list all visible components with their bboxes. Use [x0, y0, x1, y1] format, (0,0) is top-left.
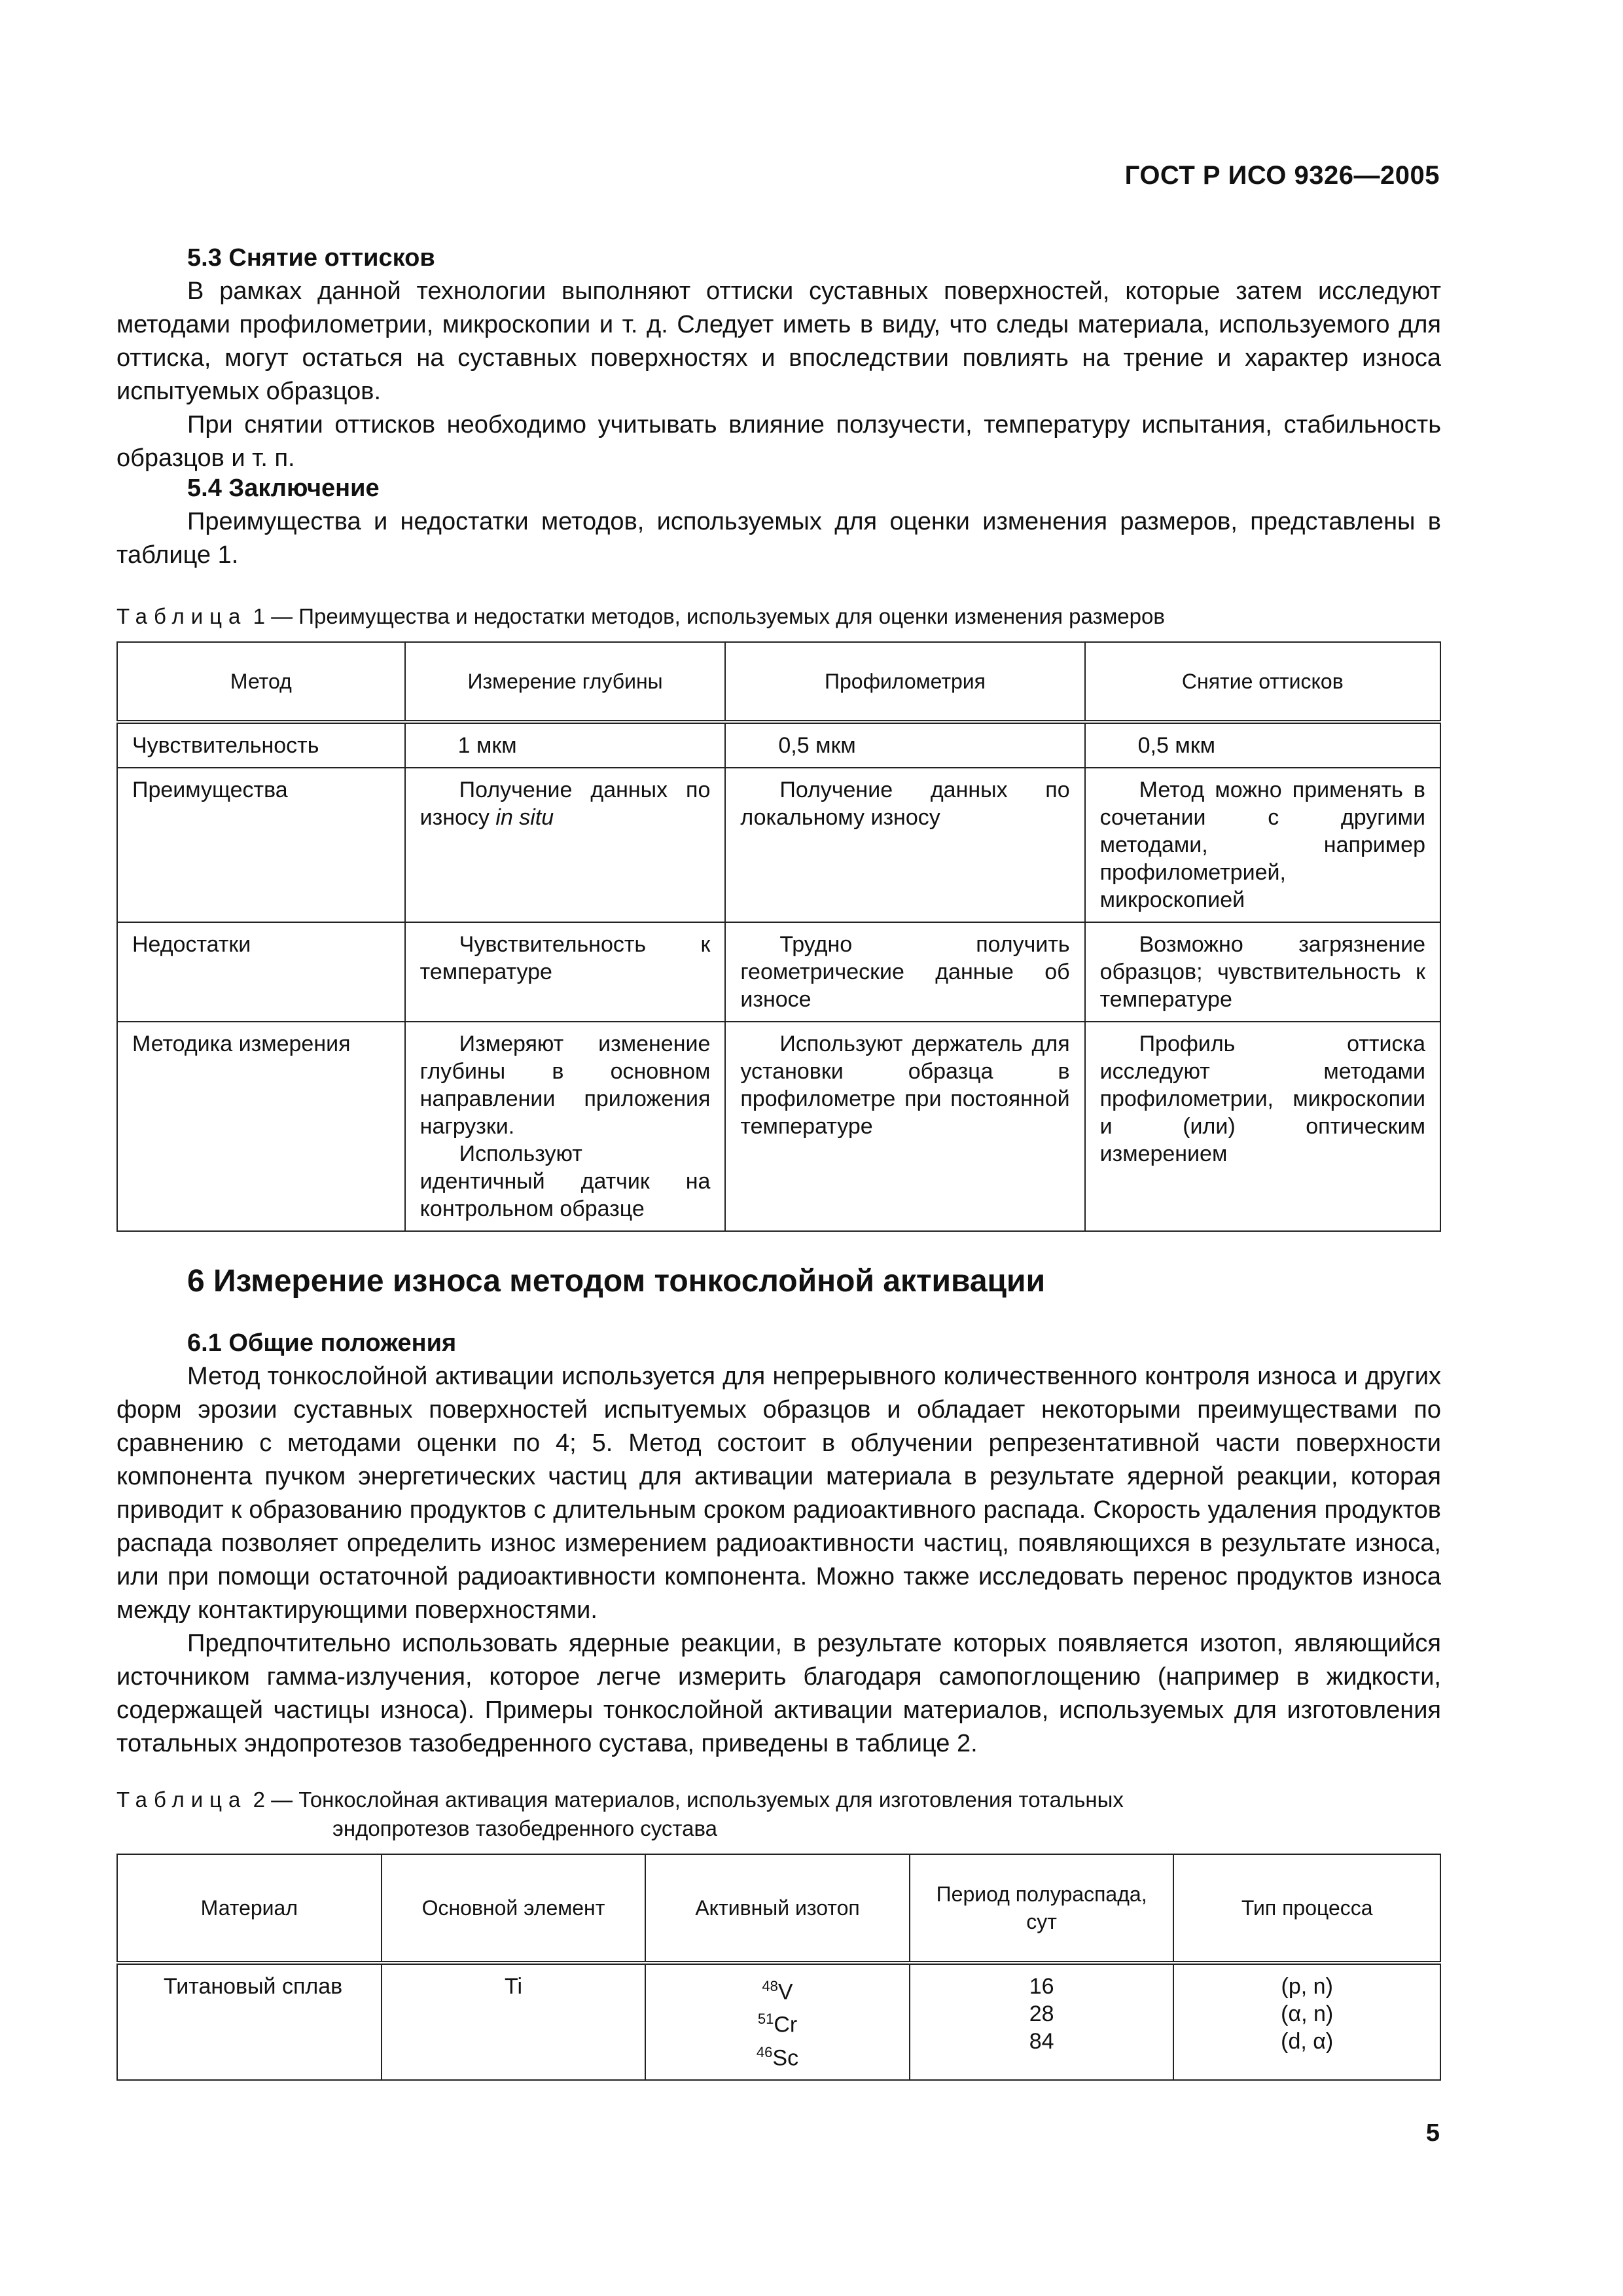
table-header-cell: Активный изотоп — [645, 1854, 910, 1963]
cell-text: Чувствительность к температуре — [419, 932, 711, 984]
page-number: 5 — [1425, 2119, 1440, 2147]
cell-text: Метод можно применять в сочетании с другими методами, например профилометрией, микроскопией — [1099, 778, 1425, 912]
caption-label: Таблица — [116, 1787, 247, 1812]
table-cell — [405, 922, 726, 1022]
process-type: (d, α) — [1281, 2029, 1334, 2054]
caption-text: 1 — Преимущества и недостатки методов, используемых для оценки изменения размеров — [253, 604, 1165, 628]
table-header-cell: Измерение глубины — [405, 642, 726, 722]
caption-continuation: эндопротезов тазобедренного сустава — [332, 1816, 718, 1840]
isotope: $^{46}$Sc — [756, 2043, 799, 2070]
table-cell: Ti — [382, 1963, 646, 2080]
paragraph: Преимущества и недостатки методов, используемых для оценки изменения размеров, представлены в таблице 1. — [116, 508, 1441, 569]
half-life: 84 — [1029, 2029, 1054, 2054]
table-header-cell: Профилометрия — [725, 642, 1084, 722]
section-5-3 — [116, 241, 1441, 475]
section-title: 6.1 Общие положения — [187, 1329, 457, 1357]
table-cell — [910, 1963, 1174, 2080]
table-cell: 1 мкм — [405, 722, 726, 768]
table-cell — [725, 922, 1084, 1022]
row-label: Чувствительность — [117, 722, 405, 768]
table-header-cell: Основной элемент — [382, 1854, 646, 1963]
table-header-cell: Тип процесса — [1173, 1854, 1440, 1963]
section-5-4 — [116, 471, 1441, 572]
cell-text: Трудно получить геометрические данные об износе — [740, 932, 1070, 1012]
table-cell: 0,5 мкм — [1085, 722, 1440, 768]
table-row — [117, 722, 1440, 768]
table-1-caption — [116, 602, 1441, 631]
section-title: 5.4 Заключение — [187, 475, 380, 502]
isotope: $^{51}$Cr — [757, 2011, 798, 2037]
caption-text: 2 — Тонкослойная активация материалов, используемых для изготовления тотальных — [253, 1787, 1124, 1812]
section-6 — [116, 1263, 1441, 1299]
document-id: ГОСТ Р ИСО 9326—2005 — [1124, 161, 1440, 190]
table-row — [117, 768, 1440, 922]
section-heading: 6 Измерение износа методом тонкослойной активации — [187, 1264, 1046, 1299]
cell-text: Получение данных по локальному износу — [740, 778, 1070, 830]
table-cell — [725, 1022, 1084, 1231]
table-2 — [116, 1854, 1441, 2081]
cell-text: Получение данных по износу — [419, 778, 711, 830]
paragraph: При снятии оттисков необходимо учитывать влияние ползучести, температуру испытания, стабильность образцов и т. п. — [116, 411, 1441, 472]
table-header-cell: Период полураспада, сут — [910, 1854, 1174, 1963]
process-type: (α, n) — [1281, 2001, 1334, 2026]
paragraph: Предпочтительно использовать ядерные реакции, в результате которых появляется изотоп, являющийся источником гамма-излучения, которое легче измерить благодаря самопоглощению (например в жидкости, содержащей частицы износа). Примеры тонкослойной активации материалов, используемых для изготовления тотальных эндопротезов тазобедренного сустава, приведены в таблице 2. — [116, 1630, 1441, 1757]
row-label: Недостатки — [117, 922, 405, 1022]
table-cell — [1085, 768, 1440, 922]
table-row — [117, 922, 1440, 1022]
table-1 — [116, 641, 1441, 1232]
table-cell: Титановый сплав — [117, 1963, 382, 2080]
isotope: $^{48}$V — [762, 1978, 793, 2005]
half-life: 28 — [1029, 2001, 1054, 2026]
row-label: Преимущества — [117, 768, 405, 922]
process-type: (p, n) — [1281, 1974, 1333, 1999]
section-6-1 — [116, 1326, 1441, 1761]
table-2-caption — [116, 1785, 1441, 1843]
table-header-cell: Материал — [117, 1854, 382, 1963]
table-header-cell: Метод — [117, 642, 405, 722]
table-cell — [1173, 1963, 1440, 2080]
cell-text: Используют держатель для установки образца в профилометре при постоянной температуре — [740, 1031, 1070, 1139]
cell-text: Возможно загрязнение образцов; чувствительность к температуре — [1099, 932, 1425, 1012]
half-life: 16 — [1029, 1974, 1054, 1999]
table-row — [117, 1963, 1440, 2080]
cell-text-italic: in situ — [495, 805, 554, 830]
table-cell — [405, 768, 726, 922]
table-header-cell: Снятие оттисков — [1085, 642, 1440, 722]
table-cell — [1085, 922, 1440, 1022]
paragraph: Метод тонкослойной активации используется для непрерывного количественного контроля износа и других форм эрозии суставных поверхностей испытуемых образцов и обладает некоторыми преимуществами по сравнению с методами оценки по 4; 5. Метод состоит в облучении репрезентативной части поверхности компонента пучком энергетических частиц для активации материала в результате ядерной реакции, которая приводит к образованию продуктов с длительным сроком радиоактивного распада. Скорость удаления продуктов распада позволяет определить износ измерением радиоактивности частиц, появляющихся в результате износа, или при помощи остаточной радиоактивности компонента. Можно также исследовать перенос продуктов износа между контактирующими поверхностями. — [116, 1363, 1441, 1624]
table-cell — [725, 768, 1084, 922]
cell-text: Измеряют изменение глубины в основном направлении приложения нагрузки. — [419, 1031, 711, 1139]
table-cell — [405, 1022, 726, 1231]
cell-text: Профиль оттиска исследуют методами профилометрии, микроскопии и (или) оптическим измерением — [1099, 1031, 1425, 1166]
row-label: Методика измерения — [117, 1022, 405, 1231]
table-cell: 0,5 мкм — [725, 722, 1084, 768]
paragraph: В рамках данной технологии выполняют оттиски суставных поверхностей, которые затем исследуют методами профилометрии, микроскопии и т. д. Следует иметь в виду, что следы материала, используемого для оттиска, могут остаться на суставных поверхностях и впоследствии повлиять на трение и характер износа испытуемых образцов. — [116, 278, 1441, 405]
table-row — [117, 1022, 1440, 1231]
section-title: 5.3 Снятие оттисков — [187, 244, 435, 272]
cell-text: Используют идентичный датчик на контрольном образце — [419, 1141, 711, 1221]
table-cell — [645, 1963, 910, 2080]
caption-label: Таблица — [116, 604, 247, 628]
table-cell — [1085, 1022, 1440, 1231]
